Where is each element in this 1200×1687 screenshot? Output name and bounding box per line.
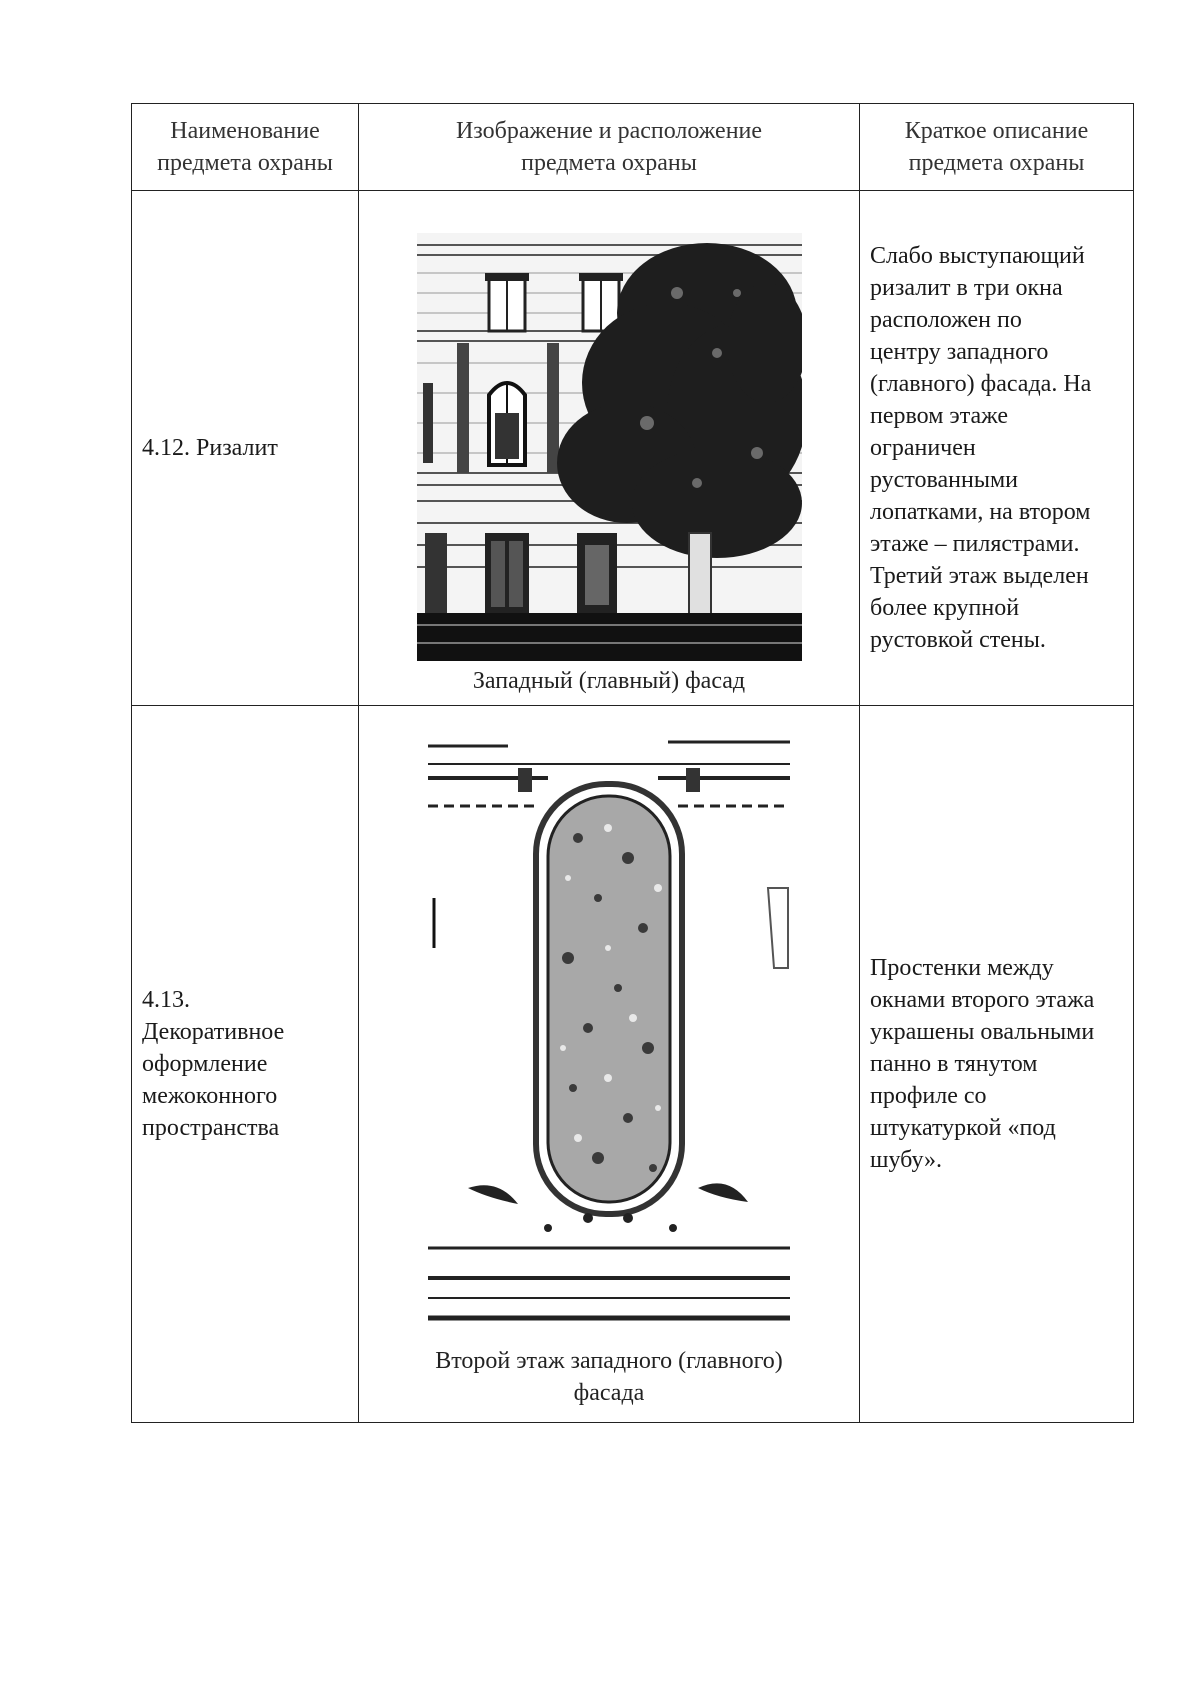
description-line: ризалит в три окна — [870, 275, 1063, 301]
item-name-line: Декоративное — [142, 1019, 285, 1045]
description-line: этаже – пилястрами. — [870, 531, 1080, 557]
description-line: Слабо выступающий — [870, 243, 1085, 269]
item-name-cell — [132, 706, 359, 1423]
description-line: Простенки между — [870, 955, 1054, 981]
description-line: панно в тянутом — [870, 1051, 1038, 1077]
protection-items-table — [131, 103, 1134, 1423]
item-name-line: межоконного — [142, 1083, 278, 1109]
description-line: рустовкой стены. — [870, 627, 1046, 653]
header-description-line: Краткое описание — [904, 118, 1089, 144]
description-line: расположен по — [870, 307, 1022, 333]
image-caption-line: фасада — [573, 1380, 645, 1406]
table-row — [132, 706, 1134, 1423]
item-name-line: оформление — [142, 1051, 268, 1077]
description-line: центру западного — [870, 339, 1049, 365]
image-caption — [359, 665, 859, 697]
item-name-line: пространства — [142, 1115, 280, 1141]
header-name-line: предмета охраны — [157, 150, 333, 176]
item-description-cell — [860, 706, 1134, 1423]
header-image-line: Изображение и расположение — [455, 118, 763, 144]
description-line: лопатками, на втором — [870, 499, 1091, 525]
description-line: (главного) фасада. На — [870, 371, 1092, 397]
header-image-line: предмета охраны — [521, 150, 697, 176]
description-line: Третий этаж выделен — [870, 563, 1089, 589]
facade-photo — [417, 233, 802, 661]
description-line: украшены овальными — [870, 1019, 1095, 1045]
item-name: 4.12. Ризалит — [142, 435, 278, 461]
image-caption — [359, 1345, 859, 1409]
description-line: шубу». — [870, 1147, 943, 1173]
image-caption-line: Второй этаж западного (главного) — [435, 1348, 783, 1374]
description-line: ограничен — [870, 435, 976, 461]
item-name-cell — [132, 191, 359, 706]
header-description-line: предмета охраны — [908, 150, 1085, 176]
panel-photo-image — [428, 718, 790, 1327]
header-description — [860, 104, 1134, 191]
image-caption-line: Западный (главный) фасад — [472, 668, 746, 694]
table-header-row — [132, 104, 1134, 191]
description-line: профиле со — [870, 1083, 987, 1109]
description-line: более крупной — [870, 595, 1020, 621]
header-image — [359, 104, 860, 191]
facade-photo-image — [417, 233, 802, 661]
item-image-cell — [359, 191, 860, 706]
description-line: окнами второго этажа — [870, 987, 1095, 1013]
header-name — [132, 104, 359, 191]
item-description-cell — [860, 191, 1134, 706]
header-name-line: Наименование — [170, 118, 320, 144]
description-line: штукатуркой «под — [870, 1115, 1056, 1141]
description-line: рустованными — [870, 467, 1019, 493]
item-image-cell — [359, 706, 860, 1423]
table-row — [132, 191, 1134, 706]
panel-photo — [428, 718, 790, 1327]
item-name-line: 4.13. — [142, 987, 190, 1013]
description-line: первом этаже — [870, 403, 1009, 429]
